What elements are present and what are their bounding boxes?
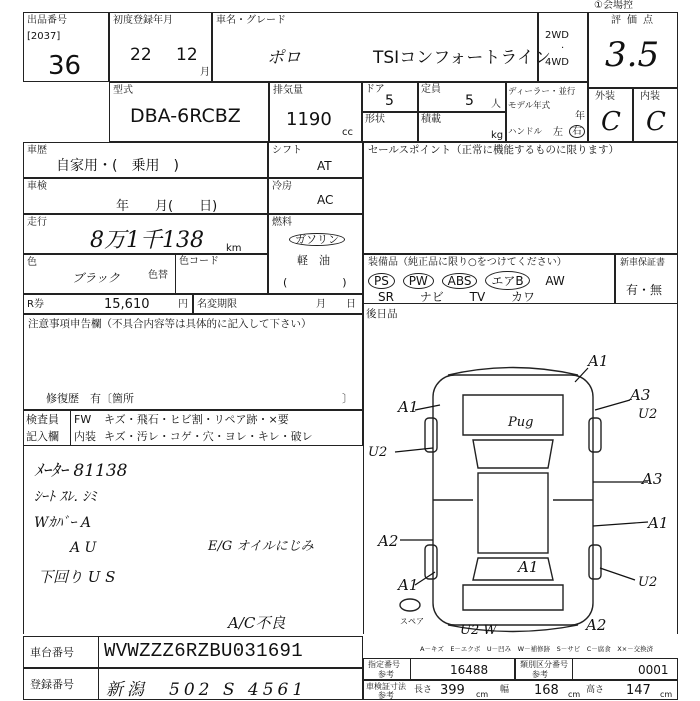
spec-number: 16488	[450, 663, 489, 677]
car-name: ポロ	[267, 48, 301, 68]
inspection: 年 月( 日)	[116, 199, 218, 214]
reg-month: 12	[176, 45, 198, 65]
mark-a1-rear-left: A1	[398, 576, 419, 594]
spec-number-sub: 参考	[378, 670, 394, 679]
drive-cell	[538, 12, 588, 82]
lot-label: 出品番号	[27, 15, 67, 26]
car-rear-window	[473, 558, 553, 580]
wheel-rear-right	[589, 545, 601, 579]
cc-unit: cc	[342, 127, 353, 138]
first-reg-label: 初度登録年月	[113, 15, 173, 26]
handle-label: ハンドル	[508, 127, 543, 137]
exterior-label: 外装	[595, 91, 615, 102]
car-roof	[478, 473, 548, 553]
height: 147	[626, 683, 651, 698]
shift-label: シフト	[272, 145, 302, 156]
height-label: 高さ	[586, 685, 605, 695]
month-unit: 月	[200, 67, 210, 78]
fuel-label: 燃料	[272, 217, 292, 228]
size-cell	[363, 680, 678, 700]
shape-cell	[362, 112, 418, 142]
later-items-label: 後日品	[366, 308, 398, 320]
doors: 5	[385, 93, 394, 109]
equip-navi: ナビ	[419, 290, 444, 304]
category-divider	[572, 658, 573, 680]
fw-tag: FW	[74, 413, 92, 426]
fuel-paren: ( )	[283, 276, 347, 289]
sales-point-label: セールスポイント（正常に機能するものに限ります）	[368, 144, 620, 156]
fuel-cell	[268, 214, 363, 294]
venue-label: ①会場控	[594, 0, 633, 11]
capacity-cell	[418, 82, 506, 112]
chassis-divider	[98, 636, 99, 668]
model: DBA-6RCBZ	[130, 105, 241, 127]
kg-unit: kg	[491, 130, 504, 141]
length-unit: cm	[476, 690, 489, 699]
mark-a3-side: A3	[642, 470, 663, 488]
displacement-label: 排気量	[273, 85, 303, 96]
km-unit: km	[226, 243, 242, 254]
drive-4wd: 4WD	[545, 57, 569, 68]
equip-aw: AW	[545, 274, 565, 288]
category-number: 0001	[638, 663, 669, 677]
usage-cell	[23, 142, 268, 178]
fuel-gasoline: ガソリン	[289, 233, 345, 246]
caution-cell	[23, 314, 363, 410]
interior-tag: 内装	[74, 430, 96, 443]
equip-ps: PS	[368, 273, 395, 289]
model-year-label: モデル年式	[508, 101, 551, 111]
fw-divider	[70, 410, 71, 446]
overall-score: 3.5	[605, 35, 660, 75]
mark-a1-roof: A1	[518, 558, 539, 576]
wheel-front-left	[425, 418, 437, 452]
displacement: 1190	[286, 109, 332, 130]
category-cell	[515, 658, 678, 680]
mark-line	[600, 568, 635, 580]
mark-a1-side: A1	[648, 514, 669, 532]
note-meter: ﾒｰﾀｰ 81138	[34, 461, 128, 481]
handle-right: 右	[569, 125, 585, 138]
handle-left: 左	[553, 127, 563, 138]
equipment-row-2	[378, 288, 539, 305]
chassis-cell	[23, 636, 363, 668]
equip-airbag: エアB	[485, 271, 529, 290]
mark-u2w-rear: U2 W	[460, 623, 497, 638]
warranty: 有・無	[626, 283, 663, 297]
size-label: 車検証寸法	[366, 682, 406, 691]
registration-cell	[23, 668, 363, 700]
mark-a3-right: A3	[630, 386, 651, 404]
chassis-number: WVWZZZ6RZBU031691	[104, 640, 303, 662]
warranty-cell	[615, 254, 678, 304]
ac-cell	[268, 178, 363, 214]
interior-label: 内装	[640, 91, 660, 102]
color-label: 色	[27, 257, 37, 268]
spec-number-label: 指定番号	[368, 660, 400, 669]
ac: AC	[317, 193, 334, 207]
spec-number-cell	[363, 658, 515, 680]
record-label: 記入欄	[26, 430, 59, 443]
registration-divider	[98, 668, 99, 700]
mileage-label: 走行	[27, 217, 47, 228]
mark-line	[595, 400, 630, 410]
length-label: 長さ	[414, 685, 433, 695]
height-unit: cm	[660, 690, 673, 699]
car-trunk	[463, 585, 563, 610]
exterior-cell	[588, 88, 633, 142]
color-cell	[23, 254, 268, 294]
category-label: 類別区分番号	[520, 660, 568, 669]
wheel-front-right	[589, 418, 601, 452]
spec-divider	[410, 658, 411, 680]
equip-tv: TV	[469, 290, 486, 304]
registration-label: 登録番号	[30, 678, 74, 691]
recycle-fee: 15,610	[104, 297, 150, 312]
note-engine: E/G オイルにじみ	[208, 539, 314, 554]
note-underbody: 下回り U S	[38, 568, 116, 586]
note-au: A U	[70, 540, 97, 556]
category-sub: 参考	[532, 670, 548, 679]
width-label: 幅	[500, 685, 510, 695]
fw-items: キズ・飛石・ヒビ割・リペア跡・×要	[104, 413, 289, 426]
mark-line	[415, 405, 440, 410]
color-change-label: 色替	[148, 270, 168, 281]
grade: TSIコンフォートライン	[373, 48, 551, 68]
name-change-cell	[193, 294, 363, 314]
reg-year: 22	[130, 45, 152, 65]
spare-label: スペア	[400, 617, 424, 626]
name-cell	[212, 12, 551, 82]
capacity-label: 定員	[421, 84, 441, 95]
inspection-cell	[23, 178, 268, 214]
person-unit: 人	[491, 99, 501, 110]
interior-cell	[633, 88, 678, 142]
color-code-label: 色コード	[179, 256, 219, 267]
equip-pw: PW	[403, 273, 434, 289]
model-label: 型式	[113, 85, 133, 96]
exterior-grade: C	[601, 107, 621, 137]
damage-legend: A－キズ E－エクボ U－凹み W－補修跡 S－サビ C－腐食 X×－交換済	[420, 645, 654, 653]
drive-dot: ·	[561, 43, 565, 54]
sales-point-cell	[363, 142, 678, 254]
color: ブラック	[72, 271, 120, 285]
year-unit: 年	[575, 111, 585, 122]
inspection-label: 車検	[27, 181, 47, 192]
model-cell	[109, 82, 269, 142]
shift: AT	[317, 159, 332, 173]
note-ac: A/C不良	[228, 614, 286, 632]
interior-grade: C	[646, 107, 666, 137]
capacity: 5	[465, 93, 474, 109]
note-wcover: Wｶﾊﾞｰ A	[34, 515, 91, 531]
mark-a2-rear: A2	[586, 616, 607, 634]
size-sub: 参考	[378, 691, 394, 700]
car-front-bumper	[448, 368, 578, 376]
repair-end: 〕	[342, 392, 353, 405]
repair-label: 修復歴 有〔箇所	[46, 392, 134, 405]
equipment-cell	[363, 254, 615, 304]
mileage-cell	[23, 214, 268, 254]
dealer-cell	[506, 82, 588, 142]
registration-number: 新潟 502 S 4561	[106, 680, 308, 700]
name-change-day: 日	[346, 299, 356, 310]
door-cell	[362, 82, 418, 112]
color-code-box	[175, 254, 269, 294]
spare-tire	[400, 599, 420, 611]
drive-2wd: 2WD	[545, 30, 569, 41]
name-change-month: 月	[316, 299, 326, 310]
shape-label: 形状	[365, 114, 385, 125]
recycle-cell	[23, 294, 193, 314]
mark-u2-rear-right: U2	[638, 575, 658, 590]
mark-line	[593, 522, 648, 526]
width-unit: cm	[568, 690, 581, 699]
score-cell	[588, 12, 678, 88]
car-diagram	[370, 340, 670, 640]
mark-pug-hood: Pug	[508, 415, 534, 430]
load-label: 積載	[421, 114, 441, 125]
mark-a2-left: A2	[378, 532, 399, 550]
recycle-label: R券	[27, 299, 44, 310]
mileage: 8万1千138	[90, 228, 204, 253]
length: 399	[440, 683, 465, 698]
lot-number: 36	[48, 51, 82, 81]
ac-label: 冷房	[272, 181, 292, 192]
lot-cell	[23, 12, 109, 82]
name-change-label: 名変期限	[197, 299, 237, 310]
usage: 自家用・( 乗用 )	[56, 158, 179, 174]
fuel-alt: 軽 油	[297, 254, 330, 267]
load-cell	[418, 112, 506, 142]
equipment-label: 装備品（純正品に限り○をつけてください）	[368, 257, 567, 268]
inspector-label: 検査員	[26, 413, 59, 426]
shift-cell	[268, 142, 363, 178]
car-windshield	[473, 440, 553, 468]
yen-unit: 円	[178, 299, 188, 310]
name-label: 車名・グレード	[216, 15, 286, 26]
interior-items: キズ・汚レ・コゲ・穴・ヨレ・キレ・破レ	[104, 430, 313, 443]
equip-abs: ABS	[442, 273, 478, 289]
chassis-label: 車台番号	[30, 646, 74, 659]
grade-eval-label: 評価点	[611, 15, 659, 26]
mark-u2-right: U2	[638, 407, 658, 422]
usage-label: 車歴	[27, 145, 47, 156]
dealer-label: ディーラー・並行	[508, 87, 576, 97]
mark-a1-left: A1	[398, 398, 419, 416]
caution-label: 注意事項申告欄（不具合内容等は具体的に記入して下さい）	[28, 318, 312, 330]
first-reg-cell	[109, 12, 212, 82]
door-label: ドア	[365, 84, 385, 95]
note-seat: ｼｰﾄ ｽﾚ. ｼﾐ	[34, 489, 97, 505]
mark-a1-top: A1	[588, 352, 609, 370]
width: 168	[534, 683, 559, 698]
mark-u2-left: U2	[368, 445, 388, 460]
inspector-row	[23, 410, 363, 446]
warranty-label: 新車保証書	[620, 258, 666, 268]
equip-leather: カワ	[511, 290, 536, 304]
equip-sr: SR	[378, 290, 394, 304]
displacement-cell	[269, 82, 362, 142]
lot-code: [2037]	[27, 31, 61, 42]
